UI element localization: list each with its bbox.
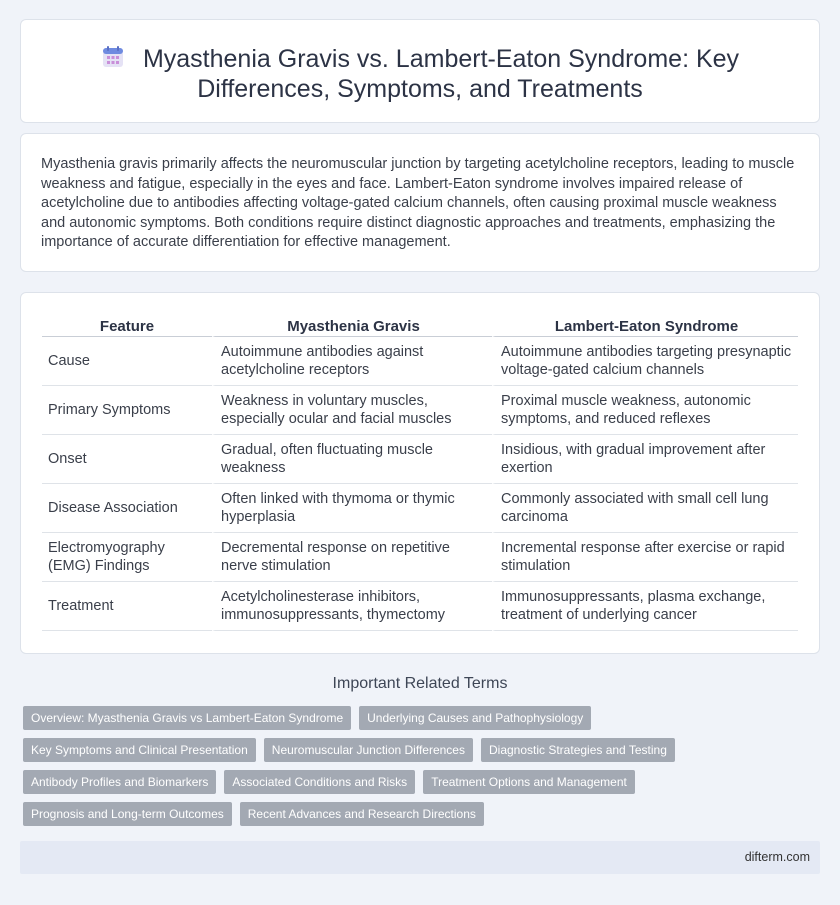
summary-card (20, 133, 820, 272)
row-feature: Electromyography (EMG) Findings (42, 533, 212, 582)
row-mg-value: Acetylcholinesterase inhibitors, immunosuppressants, thymectomy (212, 582, 492, 631)
comparison-table (42, 316, 798, 631)
related-term-tag[interactable]: Recent Advances and Research Directions (240, 802, 484, 826)
comparison-card (20, 292, 820, 654)
row-feature: Onset (42, 435, 212, 484)
row-mg-value: Autoimmune antibodies against acetylcholine receptors (212, 337, 492, 386)
tag-row (23, 706, 803, 730)
row-les-value: Proximal muscle weakness, autonomic symptoms, and reduced reflexes (492, 386, 798, 435)
row-mg-value: Often linked with thymoma or thymic hyperplasia (212, 484, 492, 533)
page-title: Myasthenia Gravis vs. Lambert-Eaton Syndrome: Key Differences, Symptoms, and Treatments (142, 45, 740, 103)
tag-row (23, 770, 803, 794)
row-feature: Treatment (42, 582, 212, 631)
row-les-value: Commonly associated with small cell lung carcinoma (492, 484, 798, 533)
header-feature: Feature (42, 316, 212, 337)
row-feature: Primary Symptoms (42, 386, 212, 435)
related-terms-heading: Important Related Terms (332, 675, 508, 692)
header-myasthenia-gravis: Myasthenia Gravis (212, 316, 492, 337)
tag-row (23, 738, 803, 762)
header-card (20, 19, 820, 123)
related-term-tag[interactable]: Neuromuscular Junction Differences (264, 738, 473, 762)
header-lambert-eaton: Lambert-Eaton Syndrome (492, 316, 798, 337)
table-row (42, 484, 798, 533)
footer-bar (20, 841, 820, 874)
row-les-value: Autoimmune antibodies targeting presynaptic voltage-gated calcium channels (492, 337, 798, 386)
row-les-value: Immunosuppressants, plasma exchange, treatment of underlying cancer (492, 582, 798, 631)
related-term-tag[interactable]: Underlying Causes and Pathophysiology (359, 706, 591, 730)
row-les-value: Insidious, with gradual improvement after exertion (492, 435, 798, 484)
row-mg-value: Gradual, often fluctuating muscle weakness (212, 435, 492, 484)
related-terms-list (23, 706, 803, 834)
row-mg-value: Weakness in voluntary muscles, especially ocular and facial muscles (212, 386, 492, 435)
related-term-tag[interactable]: Diagnostic Strategies and Testing (481, 738, 675, 762)
summary-text: Myasthenia gravis primarily affects the neuromuscular junction by targeting acetylcholine receptors, leading to muscle weakness and fatigue, especially in the eyes and face. Lambert-Eaton syndrome involves impaired release of acetylcholine due to antibodies affecting voltage-gated calcium channels, often causing proximal muscle weakness and autonomic symptoms. Both conditions require distinct diagnostic approaches and treatments, emphasizing the importance of accurate differentiation for effective management. (41, 156, 795, 250)
row-feature: Disease Association (42, 484, 212, 533)
row-feature: Cause (42, 337, 212, 386)
related-term-tag[interactable]: Antibody Profiles and Biomarkers (23, 770, 216, 794)
table-row (42, 533, 798, 582)
table-row (42, 386, 798, 435)
related-term-tag[interactable]: Treatment Options and Management (423, 770, 635, 794)
related-term-tag[interactable]: Overview: Myasthenia Gravis vs Lambert-Eaton Syndrome (23, 706, 351, 730)
page-title-wrap (21, 44, 819, 104)
related-term-tag[interactable]: Prognosis and Long-term Outcomes (23, 802, 232, 826)
table-row (42, 435, 798, 484)
table-row (42, 582, 798, 631)
calendar-icon (101, 45, 125, 69)
table-row (42, 337, 798, 386)
related-term-tag[interactable]: Key Symptoms and Clinical Presentation (23, 738, 256, 762)
footer-site-link[interactable]: difterm.com (744, 850, 810, 864)
table-header-row (42, 316, 798, 337)
related-term-tag[interactable]: Associated Conditions and Risks (224, 770, 415, 794)
row-les-value: Incremental response after exercise or rapid stimulation (492, 533, 798, 582)
tag-row (23, 802, 803, 826)
row-mg-value: Decremental response on repetitive nerve stimulation (212, 533, 492, 582)
